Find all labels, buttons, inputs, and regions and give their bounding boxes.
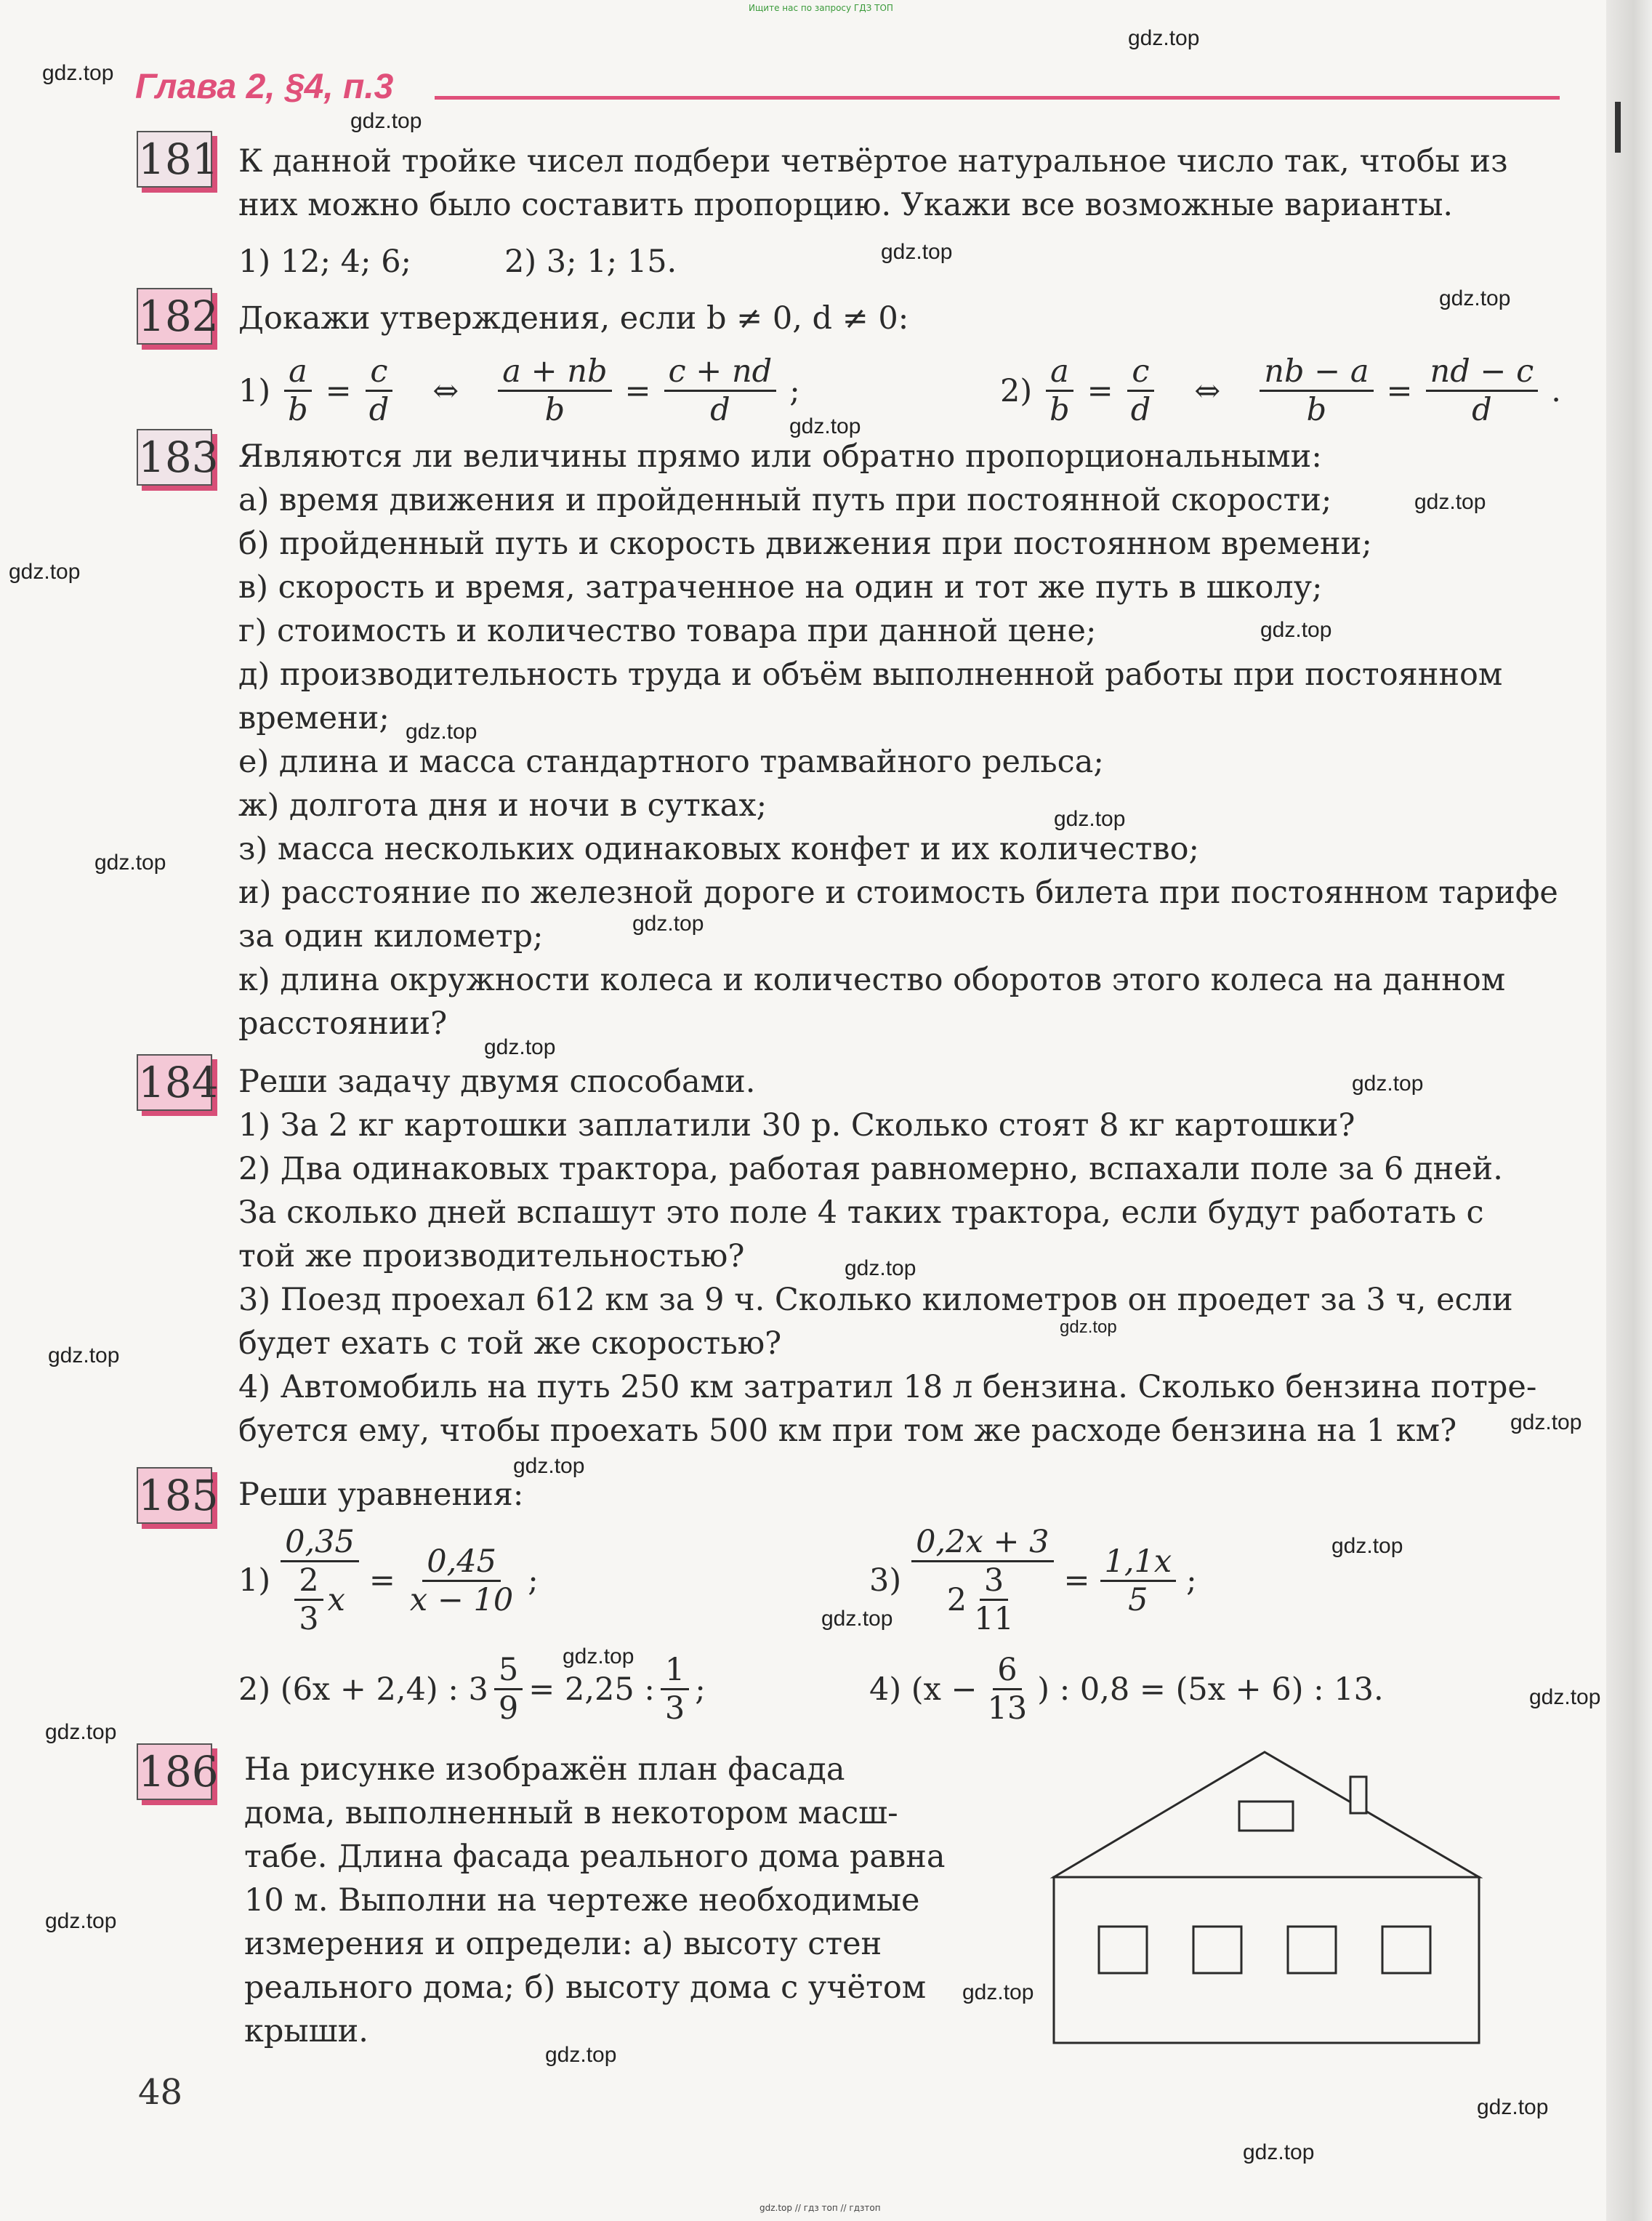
window — [1288, 1927, 1336, 1973]
p183-line: ж) долгота дня и ночи в сутках; — [238, 787, 767, 824]
p183-line: Являются ли величины прямо или обратно пропорциональными: — [238, 438, 1322, 475]
watermark: gdz.top — [545, 2043, 617, 2067]
p181-item-1: 1) 12; 4; 6; — [238, 244, 412, 280]
p183-line: д) производительность труда и объём выполненной работы при постоянном — [238, 656, 1503, 693]
fraction-nd-minus-c-over-d — [1426, 353, 1539, 428]
watermark: gdz.top — [1414, 490, 1486, 514]
p183-line: а) время движения и пройденный путь при постоянной скорости; — [238, 482, 1332, 518]
problem-number-184: 184 — [137, 1054, 212, 1111]
denominator: 9 — [498, 1690, 519, 1727]
problem-number-185: 185 — [137, 1467, 212, 1524]
watermark: gdz.top — [350, 109, 422, 133]
denominator: x − 10 — [409, 1581, 514, 1618]
watermark: gdz.top — [881, 240, 953, 264]
watermark: gdz.top — [1128, 26, 1200, 50]
p183-line: г) стоимость и количество товара при данной цене; — [238, 613, 1097, 649]
p182-intro: Докажи утверждения, если b ≠ 0, d ≠ 0: — [238, 300, 909, 337]
p184-line: Реши задачу двумя способами. — [238, 1064, 756, 1100]
watermark: gdz.top — [45, 1909, 117, 1933]
fraction — [661, 1652, 689, 1727]
watermark: gdz.top — [821, 1607, 893, 1631]
p184-line: будет ехать с той же скоростью? — [238, 1325, 782, 1362]
numerator: 2 — [294, 1562, 323, 1601]
p184-line: буется ему, чтобы проехать 500 км при том же расходе бензина на 1 км? — [238, 1413, 1457, 1449]
chimney — [1350, 1777, 1366, 1813]
watermark: gdz.top — [406, 720, 478, 744]
eq-part: = 2,25 : — [528, 1671, 655, 1708]
numerator: a + nb — [498, 353, 611, 392]
p184-line: той же производительностью? — [238, 1238, 745, 1274]
equals-sign: = — [1386, 372, 1413, 409]
watermark: gdz.top — [484, 1035, 556, 1059]
p186-line: реального дома; б) высоту дома с учётом — [244, 1969, 927, 2006]
p186-line: дома, выполненный в некотором масш- — [244, 1795, 898, 1831]
p186-line: крыши. — [244, 2013, 368, 2049]
p183-line: е) длина и масса стандартного трамвайного рельса; — [238, 744, 1104, 780]
fraction — [983, 1652, 1032, 1727]
p183-line: времени; — [238, 700, 390, 736]
fraction — [406, 1543, 517, 1618]
mixed-fraction — [494, 1652, 523, 1727]
fraction-a-over-b — [283, 353, 313, 428]
p183-line: за один километр; — [238, 918, 544, 955]
p184-line: 2) Два одинаковых трактора, работая равномерно, вспахали поле за 6 дней. — [238, 1151, 1503, 1187]
watermark: gdz.top — [563, 1644, 634, 1668]
watermark: gdz.top — [789, 414, 861, 438]
numerator: 6 — [993, 1652, 1021, 1690]
p183-line: в) скорость и время, затраченное на один и тот же путь в школу; — [238, 569, 1323, 606]
numerator: 1,1x — [1100, 1543, 1177, 1582]
equivalence-sign: ⇔ — [432, 372, 459, 409]
numerator: 5 — [494, 1652, 523, 1690]
numerator: a — [284, 353, 312, 392]
p183-line: б) пройденный путь и скорость движения при постоянном времени; — [238, 526, 1372, 562]
watermark: gdz.top — [48, 1344, 120, 1367]
denominator: b — [288, 392, 308, 428]
watermark: gdz.top — [845, 1256, 916, 1280]
watermark: gdz.top — [513, 1454, 585, 1478]
p183-line: з) масса нескольких одинаковых конфет и их количество; — [238, 831, 1199, 867]
problem-number-183: 183 — [137, 429, 212, 486]
fraction-a-plus-nb-over-b — [498, 353, 611, 428]
p183-line: расстоянии? — [238, 1005, 448, 1042]
watermark: gdz.top — [1260, 618, 1332, 642]
problem-number-181: 181 — [137, 131, 212, 188]
numerator: nb − a — [1260, 353, 1373, 392]
p184-line: За сколько дней вспашут это поле 4 таких трактора, если будут работать с — [238, 1194, 1484, 1231]
p186-line: измерения и определи: а) высоту стен — [244, 1926, 882, 1962]
numerator: 0,2x + 3 — [911, 1524, 1053, 1562]
scan-mark — [1615, 102, 1621, 153]
top-note: Ищите нас по запросу ГДЗ ТОП — [749, 3, 893, 13]
denominator: b — [1049, 392, 1070, 428]
watermark: gdz.top — [1510, 1410, 1582, 1434]
equals-sign: = — [325, 372, 352, 409]
numerator: c + nd — [664, 353, 777, 392]
eq-part: 2) (6x + 2,4) : 3 — [238, 1671, 488, 1708]
p185-intro: Реши уравнения: — [238, 1477, 524, 1513]
fraction-two-thirds — [294, 1562, 323, 1637]
watermark: gdz.top — [1352, 1072, 1424, 1096]
denominator — [943, 1562, 1023, 1637]
denominator: d — [1472, 392, 1492, 428]
numerator: 0,45 — [422, 1543, 501, 1582]
fraction-c-over-d — [1127, 353, 1156, 428]
p184-line: 1) За 2 кг картошки заплатили 30 р. Сколько стоят 8 кг картошки? — [238, 1107, 1355, 1144]
p181-line-1: К данной тройке чисел подбери четвёртое натуральное число так, чтобы из — [238, 143, 1508, 180]
denominator — [290, 1562, 350, 1637]
numerator: 1 — [661, 1652, 689, 1690]
eq-label: 1) — [238, 1562, 271, 1599]
eq-part: 4) (x − — [869, 1671, 978, 1708]
denominator: d — [1130, 392, 1151, 428]
watermark: gdz.top — [1060, 1317, 1117, 1337]
fraction-c-over-d — [365, 353, 394, 428]
fraction-nb-minus-a-over-b — [1260, 353, 1373, 428]
fraction — [1100, 1543, 1177, 1618]
numerator: 0,35 — [281, 1524, 359, 1562]
denominator: b — [1306, 392, 1327, 428]
watermark: gdz.top — [1054, 807, 1126, 831]
p181-line-2: них можно было составить пропорцию. Укажи все возможные варианты. — [238, 187, 1454, 223]
period: . — [1551, 372, 1561, 409]
numerator: nd − c — [1426, 353, 1539, 392]
p184-line: 3) Поезд проехал 612 км за 9 ч. Сколько километров он проедет за 3 ч, если — [238, 1282, 1513, 1318]
p182-item-1-label: 1) — [238, 372, 271, 409]
p186-line: 10 м. Выполни на чертеже необходимые — [244, 1882, 920, 1919]
problem-number-186: 186 — [137, 1743, 212, 1800]
window — [1382, 1927, 1430, 1973]
scan-page-edge — [1606, 0, 1652, 2221]
p185-equation-4 — [869, 1652, 1384, 1727]
house-facade-drawing — [1047, 1745, 1483, 2050]
equals-sign: = — [1087, 372, 1113, 409]
watermark: gdz.top — [962, 1980, 1034, 2004]
p185-equation-3: 3) 0,2x + 3 2 $\frac{3}{11}$ = $\frac{1,1x}{5}$ ; — [869, 1524, 1197, 1637]
watermark: gdz.top — [42, 61, 114, 85]
eq-part: ) : 0,8 = (5x + 6) : 13. — [1037, 1671, 1384, 1708]
header-rule — [435, 96, 1560, 100]
watermark: gdz.top — [9, 560, 81, 584]
p183-line: к) длина окружности колеса и количество оборотов этого колеса на данном — [238, 962, 1506, 998]
equivalence-sign: ⇔ — [1194, 372, 1221, 409]
fraction — [281, 1524, 359, 1637]
denominator: b — [544, 392, 565, 428]
p181-item-2: 2) 3; 1; 15. — [504, 244, 677, 280]
watermark: gdz.top — [1331, 1534, 1403, 1558]
page-number: 48 — [138, 2072, 183, 2113]
watermark: gdz.top — [45, 1720, 117, 1744]
watermark: gdz.top — [632, 912, 704, 936]
denominator: 13 — [987, 1690, 1028, 1727]
mixed-fraction — [970, 1562, 1018, 1637]
denominator: d — [368, 392, 390, 428]
p185-equation-2: 2) (6x + 2,4) : 3 $\frac{5}{9}$ = 2,25 : $\frac{1}{3}$ ; — [238, 1652, 706, 1727]
attic-window — [1239, 1802, 1293, 1831]
watermark: gdz.top — [1439, 286, 1511, 310]
equals-sign: = — [624, 372, 651, 409]
facade-wall — [1054, 1877, 1479, 2043]
watermark: gdz.top — [94, 851, 166, 875]
eq-label: 3) — [869, 1562, 902, 1599]
p183-line: и) расстояние по железной дороге и стоимость билета при постоянном тарифе — [238, 875, 1558, 911]
problem-number-182: 182 — [137, 288, 212, 345]
window — [1099, 1927, 1147, 1973]
numerator: c — [1127, 353, 1153, 392]
p186-line: табе. Длина фасада реального дома равна — [244, 1839, 946, 1875]
numerator: c — [366, 353, 392, 392]
watermark: gdz.top — [1243, 2140, 1315, 2164]
semicolon: ; — [789, 372, 800, 409]
watermark: gdz.top — [1529, 1685, 1601, 1709]
p182-statement-1 — [238, 353, 800, 428]
p182-item-2-label: 2) — [1000, 372, 1033, 409]
roof — [1054, 1752, 1479, 1877]
denominator: 5 — [1128, 1581, 1148, 1618]
fraction-a-over-b — [1045, 353, 1074, 428]
fraction — [911, 1524, 1053, 1637]
denominator: 3 — [664, 1690, 685, 1727]
fraction-c-plus-nd-over-d — [664, 353, 777, 428]
mixed-whole: 2 — [946, 1581, 967, 1618]
numerator: 3 — [980, 1562, 1008, 1601]
window — [1193, 1927, 1241, 1973]
p182-statement-2 — [1000, 353, 1561, 428]
p184-line: 4) Автомобиль на путь 250 км затратил 18 л бензина. Сколько бензина потре- — [238, 1369, 1537, 1405]
p185-equation-1: 1) 0,35 $\frac{2}{3}$ x = $\frac{0,45}{x - 10}$ ; — [238, 1524, 539, 1637]
watermark: gdz.top — [1477, 2095, 1549, 2119]
chapter-header: Глава 2, §4, п.3 — [135, 68, 394, 106]
denominator: d — [710, 392, 730, 428]
p186-line: На рисунке изображён план фасада — [244, 1751, 845, 1788]
denominator: 3 — [299, 1601, 319, 1637]
bottom-note: gdz.top // гдз топ // гдзтоп — [759, 2203, 881, 2213]
denominator: 11 — [974, 1601, 1014, 1637]
numerator: a — [1046, 353, 1073, 392]
variable-x: x — [327, 1581, 345, 1618]
